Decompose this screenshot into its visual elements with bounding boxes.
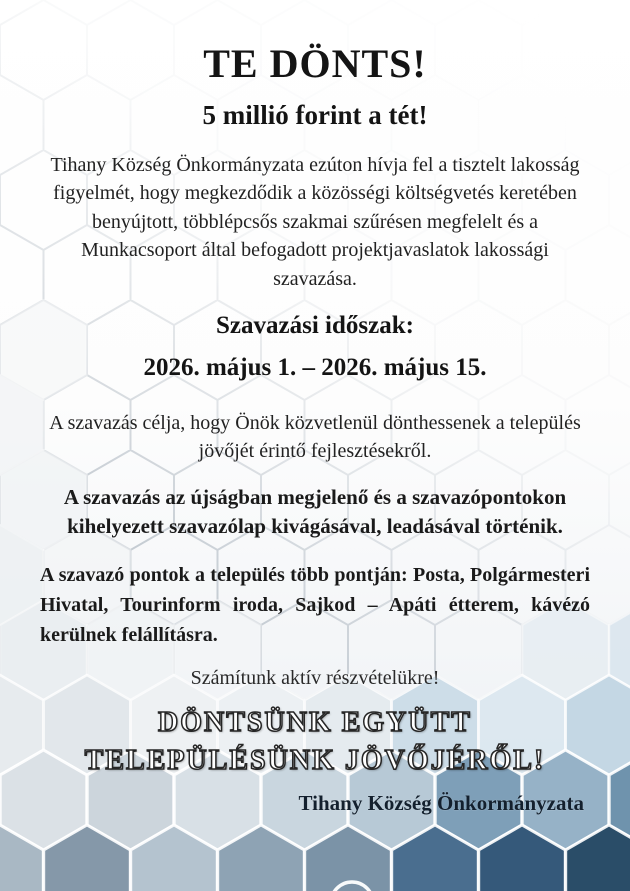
method-paragraph: A szavazás az újságban megjelenő és a szavazópontokon kihelyezett szavazólap kivágásával, leadásával történik.: [63, 485, 567, 539]
purpose-paragraph: A szavazás célja, hogy Önök közvetlenül dönthessenek a település jövőjét érintő fejlesztésekről.: [49, 412, 581, 462]
locations-paragraph: A szavazó pontok a település több pontján: Posta, Polgármesteri Hivatal, Tourinform iroda, Sajkod – Apáti étterem, kávézó kerülnek felállításra.: [40, 563, 590, 646]
slogan: [40, 704, 590, 781]
voting-period-heading: Szavazási időszak:: [216, 312, 414, 339]
slogan-line-1: DÖNTSÜNK EGYÜTT: [158, 706, 472, 738]
signature: Tihany Község Önkormányzata: [298, 791, 584, 816]
participation-note: Számítunk aktív részvételükre!: [190, 666, 440, 689]
voting-period-dates: 2026. május 1. – 2026. május 15.: [143, 354, 487, 381]
poster-subtitle: 5 millió forint a tét!: [202, 100, 428, 130]
poster-title: TE DÖNTS!: [203, 41, 427, 86]
slogan-line-2: TELEPÜLÉSÜNK JÖVŐJÉRŐL!: [84, 745, 546, 777]
intro-paragraph: Tihany Község Önkormányzata ezúton hívja fel a tisztelt lakosság figyelmét, hogy megkezdődik a közösségi költségvetés keretében benyújtott, többlépcsős szakmai szűrésen megfelelt és a Munkacsoport által befogadott projektjavaslatok lakossági szavazása.: [50, 154, 580, 290]
